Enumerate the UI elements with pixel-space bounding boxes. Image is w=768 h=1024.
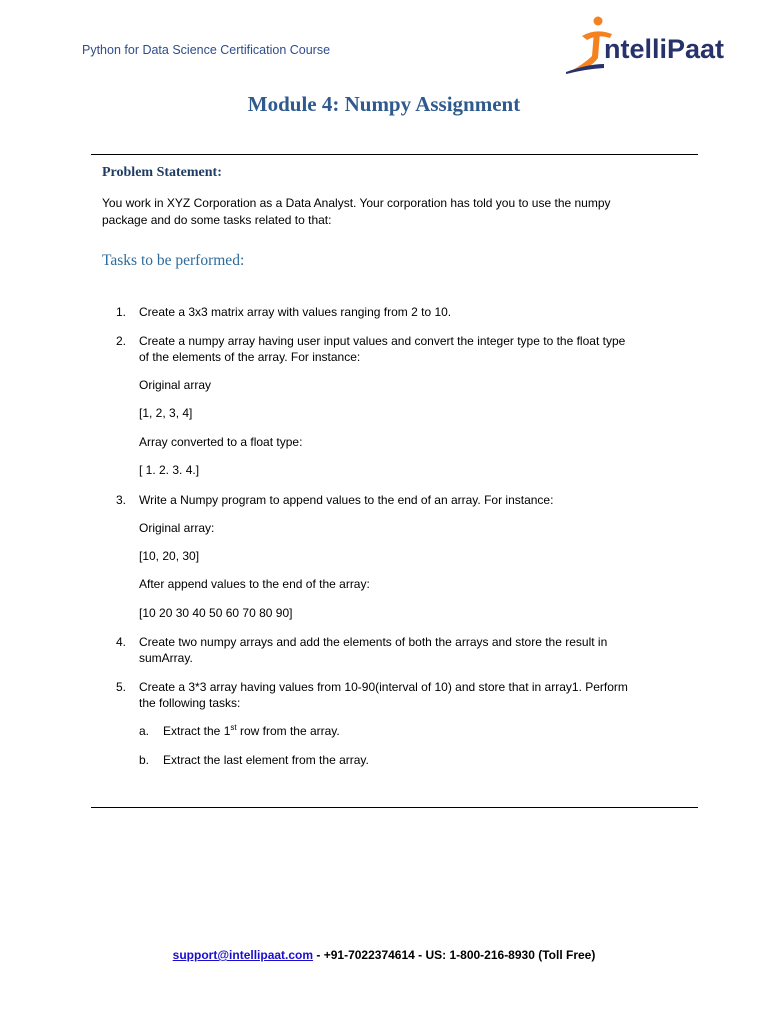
subtask-letter: b. xyxy=(139,753,150,767)
task-number: 4. xyxy=(116,635,127,649)
subtask-text xyxy=(163,723,340,740)
module-title: Module 4: Numpy Assignment xyxy=(247,92,521,116)
problem-line: You work in XYZ Corporation as a Data Analyst. Your corporation has told you to use the numpy xyxy=(102,196,611,210)
course-title: Python for Data Science Certification Course xyxy=(82,43,331,57)
footer-contact xyxy=(0,948,768,962)
subtask-text-post: row from the array. xyxy=(236,724,340,738)
problem-line: package and do some tasks related to that: xyxy=(102,213,332,227)
subtask-letter: a. xyxy=(139,724,150,738)
bottom-divider xyxy=(91,807,698,808)
task-example-text: Array converted to a float type: xyxy=(139,435,303,449)
problem-text xyxy=(102,195,672,229)
problem-heading: Problem Statement: xyxy=(102,165,222,180)
task-text: of the elements of the array. For instance: xyxy=(139,350,361,364)
task-text: the following tasks: xyxy=(139,696,241,710)
top-divider xyxy=(91,154,698,155)
intellipaat-logo xyxy=(560,14,736,76)
ordinal-suffix: st xyxy=(230,723,237,732)
task-text: Create a 3*3 array having values from 10-90(interval of 10) and store that in array1. Perform xyxy=(139,680,628,694)
support-email-link[interactable]: support@intellipaat.com xyxy=(172,948,314,962)
task-number: 3. xyxy=(116,493,127,507)
tasks-heading: Tasks to be performed: xyxy=(102,252,245,269)
task-example-text: Original array: xyxy=(139,521,215,535)
task-example-text: [ 1. 2. 3. 4.] xyxy=(139,463,200,477)
svg-text:ntelliPaat: ntelliPaat xyxy=(604,34,725,64)
task-text: sumArray. xyxy=(139,651,193,665)
task-example-text: Original array xyxy=(139,378,212,392)
task-example-text: [10 20 30 40 50 60 70 80 90] xyxy=(139,606,293,620)
task-text: Create a 3x3 matrix array with values ranging from 2 to 10. xyxy=(139,305,452,319)
subtask-text-pre: Extract the 1 xyxy=(163,724,231,738)
task-number: 2. xyxy=(116,334,127,348)
task-example-text: [1, 2, 3, 4] xyxy=(139,406,193,420)
task-text: Create two numpy arrays and add the elements of both the arrays and store the result in xyxy=(139,635,608,649)
subtask-text: Extract the last element from the array. xyxy=(163,753,369,767)
task-text: Write a Numpy program to append values to the end of an array. For instance: xyxy=(139,493,554,507)
footer-phone-text: - +91-7022374614 - US: 1-800-216-8930 (Toll Free) xyxy=(313,948,596,962)
task-number: 5. xyxy=(116,680,127,694)
task-text: Create a numpy array having user input values and convert the integer type to the float type xyxy=(139,334,626,348)
task-number: 1. xyxy=(116,305,127,319)
task-example-text: After append values to the end of the array: xyxy=(139,577,370,591)
task-example-text: [10, 20, 30] xyxy=(139,549,200,563)
